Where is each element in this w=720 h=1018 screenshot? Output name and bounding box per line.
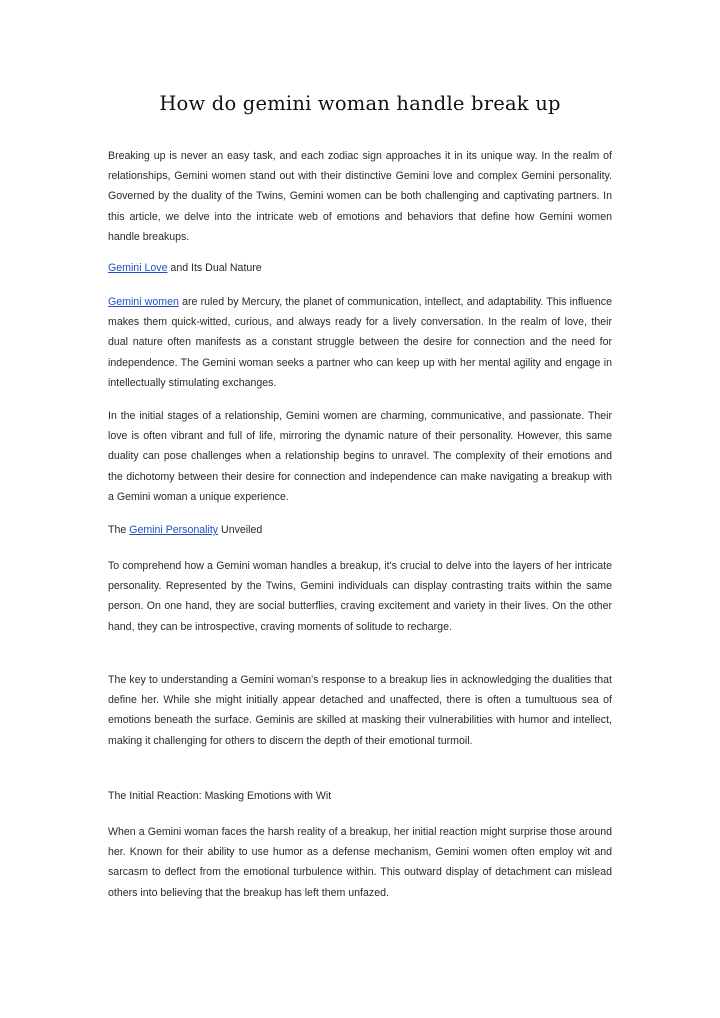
comprehend-paragraph: To comprehend how a Gemini woman handles a breakup, it's crucial to delve into the layers of her intricate personality. Represented by the Twins, Gemini individuals can display contrasting traits within the same person. On one hand, they are social butterflies, craving excitement and variety in their lives. On the other hand, they can be introspective, craving moments of solitude to recharge. xyxy=(108,560,612,633)
intro-paragraph: Breaking up is never an easy task, and each zodiac sign approaches it in its unique way. In the realm of relationships, Gemini women stand out with their distinctive Gemini love and complex Gemini personality. Governed by the duality of the Twins, Gemini women can be both challenging and captivating partners. In this article, we delve into the intricate web of emotions and behaviors that define how Gemini women handle breakups. xyxy=(108,150,612,243)
gemini-women-paragraph xyxy=(108,292,612,393)
gemini-love-link[interactable]: Gemini Love xyxy=(108,262,168,274)
section-heading-gemini-personality xyxy=(108,520,612,540)
section-heading-rest: Unveiled xyxy=(218,524,263,536)
gemini-women-link[interactable]: Gemini women xyxy=(108,296,179,308)
section-heading-initial-reaction: The Initial Reaction: Masking Emotions with Wit xyxy=(108,790,332,802)
gemini-women-paragraph-text: are ruled by Mercury, the planet of communication, intellect, and adaptability. This influence makes them quick-witted, curious, and always ready for a lively conversation. In the realm of love, their dual nature often manifests as a constant struggle between the desire for connection and the need for independence. The Gemini woman seeks a partner who can keep up with her mental agility and engage in intellectually stimulating exchanges. xyxy=(108,296,612,389)
gemini-personality-link[interactable]: Gemini Personality xyxy=(129,524,219,536)
initial-stages-paragraph: In the initial stages of a relationship, Gemini women are charming, communicative, and passionate. Their love is often vibrant and full of life, mirroring the dynamic nature of their personality. However, this same duality can pose challenges when a relationship begins to unravel. The complexity of their emotions and the dichotomy between their desire for connection and independence can make navigating a breakup with a Gemini woman a unique experience. xyxy=(108,410,612,503)
section-heading-rest: and Its Dual Nature xyxy=(167,262,262,274)
section-heading-pre: The xyxy=(108,524,130,536)
page-title: How do gemini woman handle break up xyxy=(159,92,561,115)
section-heading-gemini-love xyxy=(108,258,612,278)
key-understanding-paragraph: The key to understanding a Gemini woman's response to a breakup lies in acknowledging the dualities that define her. While she might initially appear detached and unaffected, there is often a tumultuous sea of emotions beneath the surface. Geminis are skilled at masking their vulnerabilities with humor and intellect, making it challenging for others to discern the depth of their emotional turmoil. xyxy=(108,674,612,747)
initial-reaction-paragraph: When a Gemini woman faces the harsh reality of a breakup, her initial reaction might surprise those around her. Known for their ability to use humor as a defense mechanism, Gemini women often employ wit and sarcasm to deflect from the emotional turbulence within. This outward display of detachment can mislead others into believing that the breakup has left them unfazed. xyxy=(108,826,612,899)
